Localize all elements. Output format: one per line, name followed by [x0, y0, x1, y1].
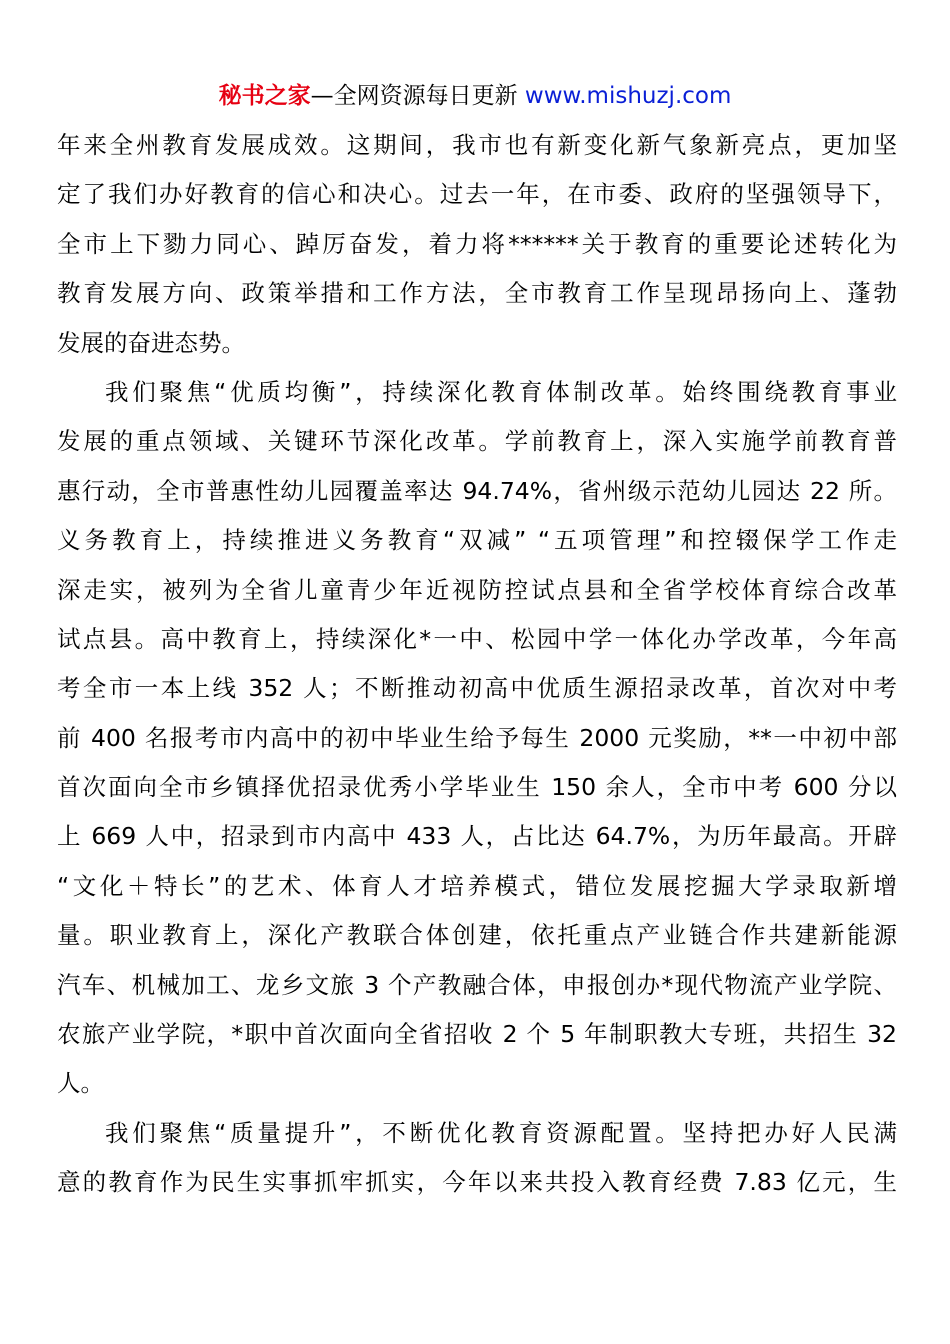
text-line: 汽车、机械加工、龙乡文旅 3 个产教融合体，申报创办*现代物流产业学院、	[57, 970, 897, 999]
text-line: 首次面向全市乡镇择优招录优秀小学毕业生 150 余人，全市中考 600 分以	[57, 773, 897, 802]
site-header	[0, 80, 950, 112]
text-line: 我们聚焦“优质均衡”，持续深化教育体制改革。始终围绕教育事业	[105, 377, 897, 406]
text-line: “文化＋特长”的艺术、体育人才培养模式，错位发展挖掘大学录取新增	[57, 871, 897, 900]
text-line: 人。	[57, 1069, 104, 1098]
text-line: 考全市一本上线 352 人；不断推动初高中优质生源招录改革，首次对中考	[57, 674, 897, 703]
text-line: 意的教育作为民生实事抓牢抓实，今年以来共投入教育经费 7.83 亿元，生	[57, 1168, 897, 1197]
text-line: 全市上下勠力同心、踔厉奋发，着力将******关于教育的重要论述转化为	[57, 229, 897, 258]
document-body	[57, 121, 897, 1208]
site-brand: 秘书之家	[218, 83, 311, 109]
text-line: 年来全州教育发展成效。这期间，我市也有新变化新气象新亮点，更加坚	[57, 131, 897, 159]
text-line: 上 669 人中，招录到市内高中 433 人，占比达 64.7%，为历年最高。开辟	[57, 822, 897, 851]
text-line: 定了我们办好教育的信心和决心。过去一年，在市委、政府的坚强领导下，	[57, 180, 897, 209]
text-line: 深走实，被列为全省儿童青少年近视防控试点县和全省学校体育综合改革	[57, 575, 897, 604]
text-line: 教育发展方向、政策举措和工作方法，全市教育工作呈现昂扬向上、蓬勃	[57, 279, 897, 308]
site-url-link[interactable]: www.mishuzj.com	[524, 83, 732, 109]
text-line: 试点县。高中教育上，持续深化*一中、松园中学一体化办学改革，今年高	[57, 624, 897, 653]
text-line: 发展的重点领域、关键环节深化改革。学前教育上，深入实施学前教育普	[57, 427, 897, 456]
text-line: 义务教育上，持续推进义务教育“双减” “五项管理”和控辍保学工作走	[57, 526, 897, 555]
text-line: 发展的奋进态势。	[57, 328, 245, 357]
site-tagline: —全网资源每日更新	[310, 83, 525, 109]
text-line: 惠行动，全市普惠性幼儿园覆盖率达 94.74%，省州级示范幼儿园达 22 所。	[57, 476, 897, 505]
text-line: 我们聚焦“质量提升”，不断优化教育资源配置。坚持把办好人民满	[105, 1118, 897, 1147]
text-line: 农旅产业学院，*职中首次面向全省招收 2 个 5 年制职教大专班，共招生 32	[57, 1020, 897, 1049]
text-line: 量。职业教育上，深化产教联合体创建，依托重点产业链合作共建新能源	[57, 921, 897, 950]
text-line: 前 400 名报考市内高中的初中毕业生给予每生 2000 元奖励，**一中初中部	[57, 723, 897, 752]
